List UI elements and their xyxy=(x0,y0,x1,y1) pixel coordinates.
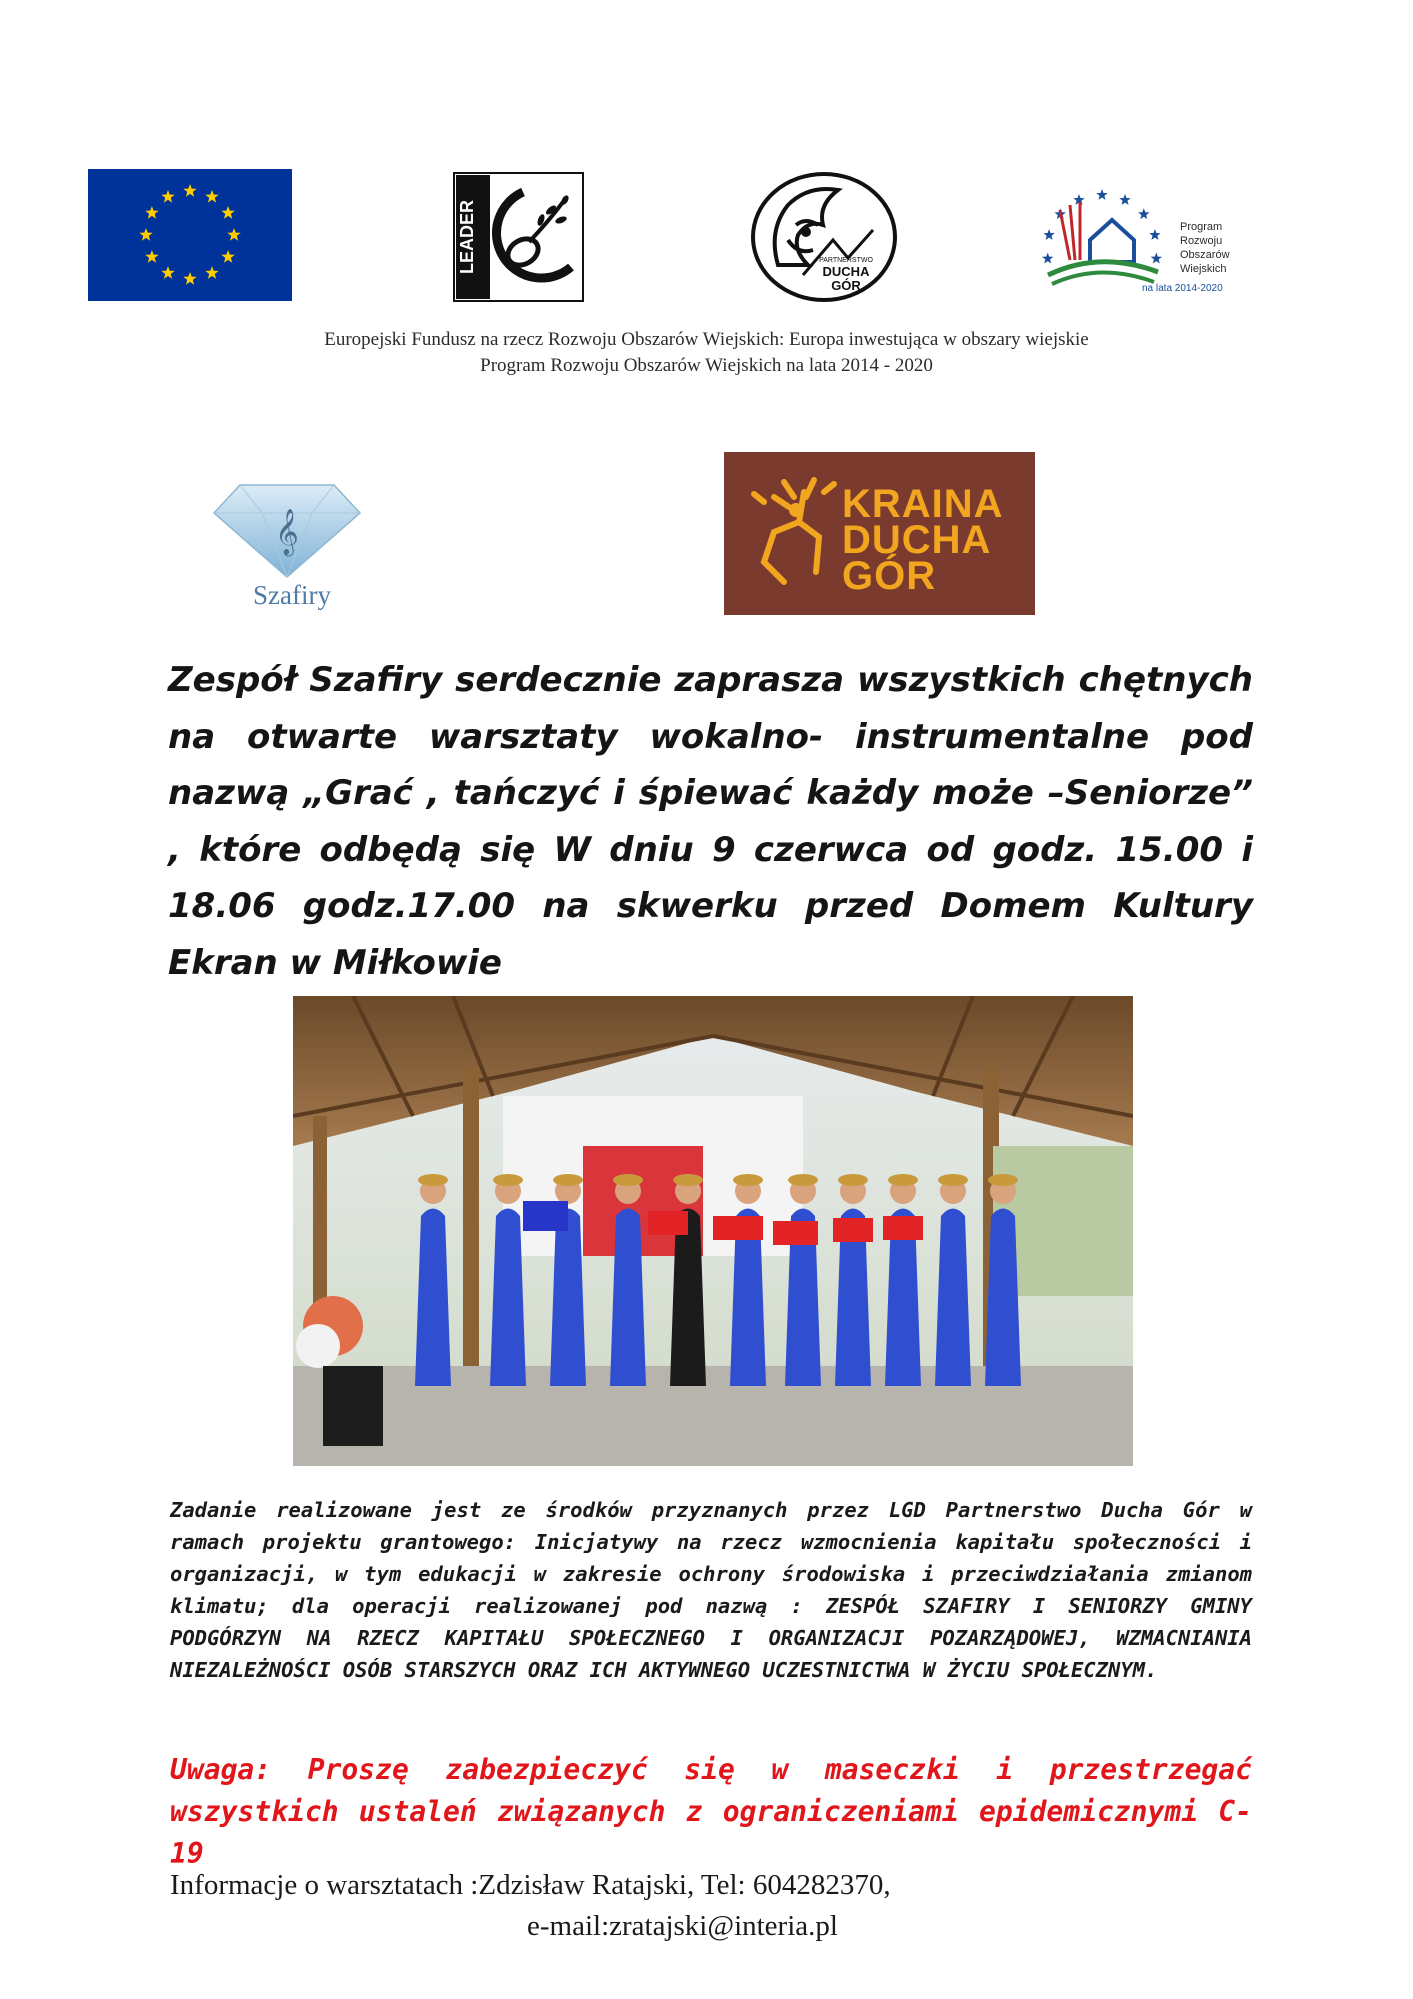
singer-figure xyxy=(490,1209,526,1387)
wreath-icon xyxy=(988,1174,1018,1186)
event-photo xyxy=(293,996,1133,1466)
eu-flag-logo xyxy=(88,169,292,301)
kraina-line3: GÓR xyxy=(842,554,937,598)
prow-line2: Rozwoju xyxy=(1180,235,1223,247)
eu-star-icon xyxy=(1149,229,1160,240)
fund-line-1: Europejski Fundusz na rzecz Rozwoju Obszarów Wiejskich: Europa inwestująca w obszary wiejskie xyxy=(324,329,1089,350)
singer-figure xyxy=(415,1209,451,1387)
prow-line1: Program xyxy=(1180,221,1223,233)
leader-logo xyxy=(453,172,584,302)
eu-star-icon xyxy=(1151,253,1162,264)
treble-clef-icon: 𝄞 xyxy=(275,509,299,555)
eu-star-icon xyxy=(1043,229,1054,240)
wreath-icon xyxy=(788,1174,818,1186)
singer-figure xyxy=(550,1209,586,1387)
funding-paragraph: Zadanie realizowane jest ze środków przyznanych przez LGD Partnerstwo Ducha Gór w ramach projektu grantowego: Inicjatywy na rzecz wzmocnienia kapitału społeczności i organizacji, w tym edukacji w zakresie ochrony środowiska i przeciwdziałania zmianom klimatu; dla operacji realizowanej pod nazwą : ZESPÓŁ SZAFIRY I SENIORZY GMINY PODGÓRZYN NA RZECZ KAPITAŁU SPOŁECZNEGO I ORGANIZACJI POZARZĄDOWEJ, WZMACNIANIA NIEZALEŻNOŚCI OSÓB STARSZYCH ORAZ ICH AKTYWNEGO UCZESTNICTWA W ŻYCIU SPOŁECZNYM. xyxy=(170,1498,1252,1682)
pdg-line1: PARTNERSTWO xyxy=(819,257,873,264)
wreath-icon xyxy=(938,1174,968,1186)
szafiry-name: Szafiry xyxy=(253,580,331,610)
leader-text: LEADER xyxy=(457,199,477,275)
wreath-icon xyxy=(733,1174,763,1186)
singer-figure xyxy=(935,1209,971,1387)
contact-email: e-mail:zratajski@interia.pl xyxy=(527,1910,838,1942)
kraina-ducha-gor-logo xyxy=(724,452,1035,615)
eu-star-icon xyxy=(1119,194,1130,205)
prow-logo xyxy=(1030,180,1250,300)
singer-figure xyxy=(985,1209,1021,1387)
pdg-line3: GÓR xyxy=(831,278,861,293)
warning-paragraph: Uwaga: Proszę zabezpieczyć się w maseczki i przestrzegać wszystkich ustaleń związanych z ograniczeniami epidemicznymi C-19 xyxy=(170,1753,1252,1870)
prow-line4: Wiejskich xyxy=(1180,263,1227,275)
singer-figure xyxy=(610,1209,646,1387)
wreath-icon xyxy=(838,1174,868,1186)
szafiry-logo xyxy=(212,475,362,615)
prow-years: na lata 2014-2020 xyxy=(1142,283,1223,294)
kraina-line2: DUCHA xyxy=(842,518,992,562)
kraina-line1: KRAINA xyxy=(842,482,1004,526)
fund-line-2: Program Rozwoju Obszarów Wiejskich na lata 2014 - 2020 xyxy=(480,355,933,376)
pdg-line2: DUCHA xyxy=(822,264,870,279)
eu-star-icon xyxy=(1138,208,1149,219)
wreath-icon xyxy=(553,1174,583,1186)
wreath-icon xyxy=(673,1174,703,1186)
eu-star-icon xyxy=(1096,189,1107,200)
prow-line3: Obszarów xyxy=(1180,249,1230,261)
singer-figure xyxy=(670,1209,706,1387)
wreath-icon xyxy=(613,1174,643,1186)
eu-star-icon xyxy=(1042,253,1053,264)
wreath-icon xyxy=(888,1174,918,1186)
wreath-icon xyxy=(418,1174,448,1186)
contact-info: Informacje o warsztatach :Zdzisław Ratajski, Tel: 604282370, xyxy=(170,1869,891,1901)
invitation-text: Zespół Szafiry serdecznie zaprasza wszystkich chętnych na otwarte warsztaty wokalno- instrumentalne pod nazwą „Grać , tańczyć i śpiewać każdy może –Seniorze” , które odbędą się W dniu 9 czerwca od godz. 15.00 i 18.06 godz.17.00 na skwerku przed Domem Kultury Ekran w Miłkowie xyxy=(168,660,1253,983)
wreath-icon xyxy=(493,1174,523,1186)
partnerstwo-ducha-gor-logo xyxy=(748,170,900,304)
